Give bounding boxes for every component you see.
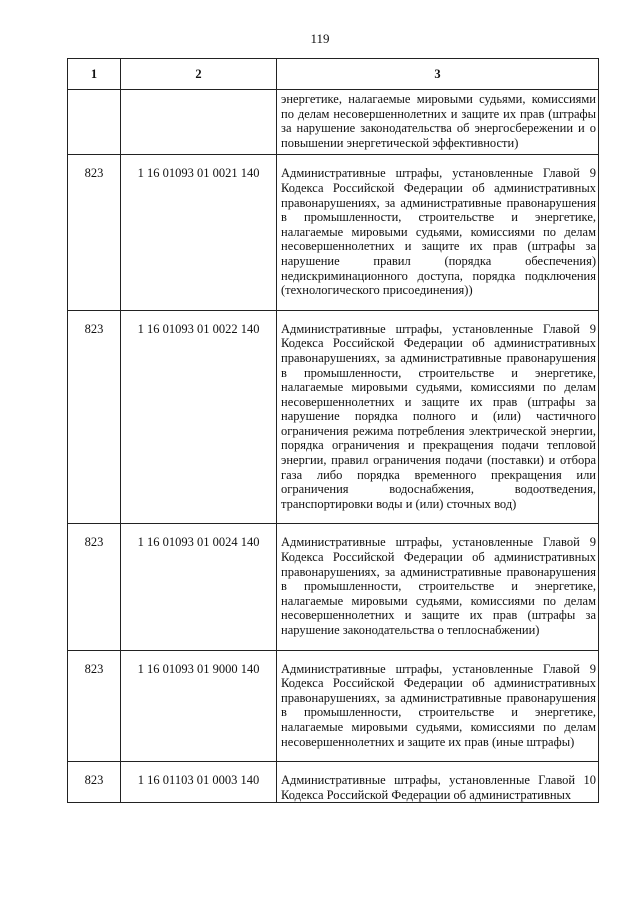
admin-code-cell: 823 [68,310,121,524]
column-header-1: 1 [68,59,121,90]
budget-code-cell: 1 16 01103 01 0003 140 [121,762,277,803]
admin-code-cell: 823 [68,762,121,803]
table-row [68,650,599,762]
admin-code-cell: 823 [68,650,121,762]
description-cell: Административные штрафы, установленные Главой 9 Кодекса Российской Федерации об административных правонарушениях, за административные правонарушения в промышленности, строительстве и энергетике, налагаемые мировыми судьями, комиссиями по делам несовершеннолетних и защите их прав (штрафы за нарушение правил (порядка обеспечения) недискриминационного доступа, порядка подключения (технологического присоединения)) [277,155,599,310]
description-cell: Административные штрафы, установленные Главой 9 Кодекса Российской Федерации об административных правонарушениях, за административные правонарушения в промышленности, строительстве и энергетике, налагаемые мировыми судьями, комиссиями по делам несовершеннолетних и защите их прав (иные штрафы) [277,650,599,762]
description-cell: Административные штрафы, установленные Главой 9 Кодекса Российской Федерации об административных правонарушениях, за административные правонарушения в промышленности, строительстве и энергетике, налагаемые мировыми судьями, комиссиями по делам несовершеннолетних и защите их прав (штрафы за нарушение законодательства о теплоснабжении) [277,524,599,650]
budget-code-cell: 1 16 01093 01 9000 140 [121,650,277,762]
budget-codes-table [67,58,599,803]
description-cell: Административные штрафы, установленные Главой 10 Кодекса Российской Федерации об административных [277,762,599,803]
column-header-2: 2 [121,59,277,90]
description-cell: энергетике, налагаемые мировыми судьями, комиссиями по делам несовершеннолетних и защите их прав (штрафы за нарушение законодательства об энергосбережении и о повышении энергетической эффективности) [277,90,599,155]
table-row [68,310,599,524]
budget-code-cell: 1 16 01093 01 0021 140 [121,155,277,310]
budget-code-cell: 1 16 01093 01 0022 140 [121,310,277,524]
table-row [68,90,599,155]
table-row [68,155,599,310]
description-cell: Административные штрафы, установленные Главой 9 Кодекса Российской Федерации об административных правонарушениях, за административные правонарушения в промышленности, строительстве и энергетике, налагаемые мировыми судьями, комиссиями по делам несовершеннолетних и защите их прав (штрафы за нарушение порядка полного и (или) частичного ограничения режима потребления электрической энергии, порядка ограничения и прекращения подачи тепловой энергии, правил ограничения подачи (поставки) и отбора газа либо порядка временного прекращения или ограничения водоснабжения, водоотведения, транспортировки воды и (или) сточных вод) [277,310,599,524]
table-header-row [68,59,599,90]
admin-code-cell [68,90,121,155]
admin-code-cell: 823 [68,524,121,650]
table-row [68,524,599,650]
budget-code-cell [121,90,277,155]
admin-code-cell: 823 [68,155,121,310]
budget-code-cell: 1 16 01093 01 0024 140 [121,524,277,650]
page-number: 119 [310,31,330,46]
column-header-3: 3 [277,59,599,90]
table-row [68,762,599,803]
